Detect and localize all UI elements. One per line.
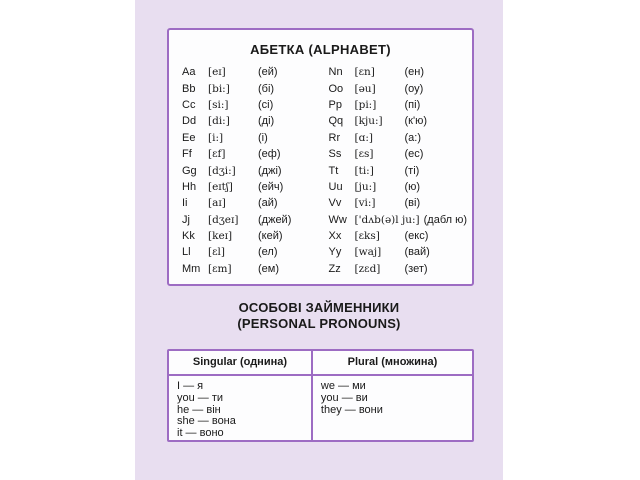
ukrainian-reading: (ді) <box>258 115 275 128</box>
ukrainian-reading: (джі) <box>258 164 282 177</box>
letter: Yy <box>328 246 342 259</box>
pronouns-table-header <box>169 351 472 376</box>
ukrainian-reading: (ес) <box>404 148 424 161</box>
pronoun-entry: you — ви <box>320 391 368 404</box>
ipa-transcription: [pi:] <box>354 98 377 111</box>
ipa-transcription: [əu] <box>354 82 376 95</box>
alphabet-row <box>182 146 321 162</box>
alphabet-columns <box>169 64 472 277</box>
pronoun-entry: she — вона <box>177 415 236 428</box>
pronoun-entry: I — я <box>177 380 204 392</box>
alphabet-row <box>329 179 473 195</box>
letter: Ff <box>182 148 192 161</box>
alphabet-row <box>329 244 473 260</box>
ukrainian-reading: (а:) <box>404 131 421 144</box>
ipa-transcription: [eɪ] <box>208 66 226 79</box>
ukrainian-reading: (ей) <box>258 66 278 79</box>
ipa-transcription: [bi:] <box>208 82 230 95</box>
ipa-transcription: [ɛf] <box>208 148 226 161</box>
ipa-transcription: [dʒeɪ] <box>208 213 239 226</box>
ipa-transcription: [ju:] <box>354 180 377 193</box>
letter: Rr <box>328 131 341 144</box>
letter: Oo <box>328 82 344 95</box>
letter: Qq <box>328 115 344 128</box>
plural-cell <box>313 376 472 440</box>
ipa-transcription: [keɪ] <box>208 230 233 243</box>
alphabet-row <box>182 97 321 113</box>
ipa-transcription: [ɛm] <box>208 262 232 275</box>
alphabet-row <box>329 261 473 277</box>
ukrainian-reading: (оу) <box>404 82 424 95</box>
plural-list <box>313 376 472 416</box>
ukrainian-reading: (і) <box>258 131 268 144</box>
ukrainian-reading: (екс) <box>404 230 429 243</box>
ipa-transcription: [i:] <box>208 131 224 144</box>
ukrainian-reading: (дабл ю) <box>423 213 468 226</box>
pronouns-table <box>167 349 474 442</box>
letter: Aa <box>182 66 196 79</box>
letter: Pp <box>328 98 342 111</box>
alphabet-column-right <box>321 64 473 277</box>
alphabet-row <box>182 162 321 178</box>
pronoun-entry: he — він <box>177 403 221 416</box>
pronoun-entry: we — ми <box>320 380 366 392</box>
ipa-transcription: [ɑ:] <box>354 131 373 144</box>
letter: Gg <box>182 164 197 177</box>
ipa-transcription: [aɪ] <box>208 197 226 210</box>
letter: Cc <box>182 98 196 111</box>
letter: Jj <box>182 213 190 226</box>
letter: Nn <box>328 66 343 79</box>
ipa-transcription: [kju:] <box>354 115 383 128</box>
plural-header: Plural (множина) <box>347 356 438 368</box>
ukrainian-reading: (к'ю) <box>404 115 427 128</box>
alphabet-column-left <box>169 64 321 277</box>
ukrainian-reading: (вай) <box>404 246 430 259</box>
alphabet-row <box>329 113 473 129</box>
alphabet-row <box>329 146 473 162</box>
pronouns-heading <box>135 300 503 331</box>
pronoun-entry: it — воно <box>177 427 224 440</box>
letter: Vv <box>328 197 342 210</box>
pronoun-entry: they — вони <box>320 403 383 416</box>
alphabet-row <box>182 212 321 228</box>
ipa-transcription: [si:] <box>208 98 229 111</box>
singular-cell <box>169 376 313 440</box>
letter: Uu <box>328 180 343 193</box>
alphabet-row <box>329 80 473 96</box>
ukrainian-reading: (еф) <box>258 148 281 161</box>
ukrainian-reading: (ейч) <box>258 180 284 193</box>
ipa-transcription: [ɛl] <box>208 246 225 259</box>
letter: Kk <box>182 230 195 243</box>
ukrainian-reading: (ел) <box>258 246 278 259</box>
ukrainian-reading: (зет) <box>404 262 428 275</box>
alphabet-row <box>329 212 473 228</box>
ipa-transcription: [di:] <box>208 115 230 128</box>
ipa-transcription: [ɛks] <box>354 230 380 243</box>
alphabet-row <box>329 228 473 244</box>
alphabet-row <box>329 195 473 211</box>
ukrainian-reading: (джей) <box>258 213 292 226</box>
alphabet-table <box>167 28 474 286</box>
letter: Zz <box>328 262 341 275</box>
ukrainian-reading: (ен) <box>404 66 425 79</box>
alphabet-row <box>329 64 473 80</box>
ukrainian-reading: (ві) <box>404 197 421 210</box>
ipa-transcription: [vi:] <box>354 197 376 210</box>
letter: Bb <box>182 82 196 95</box>
pronouns-heading-line1: ОСОБОВІ ЗАЙМЕННИКИ <box>238 300 400 315</box>
ukrainian-reading: (бі) <box>258 82 275 95</box>
ukrainian-reading: (сі) <box>258 98 274 111</box>
letter: Ss <box>328 148 342 161</box>
singular-list <box>169 376 311 440</box>
ukrainian-reading: (ай) <box>258 197 278 210</box>
alphabet-row <box>182 113 321 129</box>
ipa-transcription: [waj] <box>354 246 382 259</box>
letter: Xx <box>328 230 342 243</box>
pronouns-table-body <box>169 376 472 440</box>
alphabet-row <box>182 195 321 211</box>
ipa-transcription: [eɪtʃ] <box>208 180 233 193</box>
letter: Tt <box>328 164 339 177</box>
alphabet-row <box>182 130 321 146</box>
ipa-transcription: [ti:] <box>354 164 374 177</box>
alphabet-row <box>182 64 321 80</box>
ipa-transcription: [ɛs] <box>354 148 374 161</box>
letter: Ii <box>182 197 188 210</box>
letter: Hh <box>182 180 197 193</box>
pronoun-entry: you — ти <box>177 391 224 404</box>
singular-header: Singular (однина) <box>169 351 313 374</box>
pronouns-heading-line2: (PERSONAL PRONOUNS) <box>237 315 401 331</box>
ipa-transcription: [dʒi:] <box>208 164 236 177</box>
study-card <box>135 0 503 480</box>
ukrainian-reading: (кей) <box>258 230 283 243</box>
letter: Ww <box>328 213 347 226</box>
ipa-transcription: ['dʌb(ə)l ju:] <box>354 213 420 226</box>
ukrainian-reading: (ем) <box>258 262 280 275</box>
ukrainian-reading: (пі) <box>404 98 421 111</box>
letter: Dd <box>182 115 197 128</box>
alphabet-row <box>182 228 321 244</box>
alphabet-row <box>329 130 473 146</box>
ipa-transcription: [ɛn] <box>354 66 375 79</box>
alphabet-row <box>182 244 321 260</box>
alphabet-row <box>329 97 473 113</box>
alphabet-row <box>182 179 321 195</box>
ukrainian-reading: (ті) <box>404 164 420 177</box>
letter: Ll <box>182 246 191 259</box>
alphabet-row <box>182 80 321 96</box>
ipa-transcription: [zɛd] <box>354 262 381 275</box>
alphabet-row <box>329 162 473 178</box>
letter: Ee <box>182 131 196 144</box>
letter: Mm <box>182 262 201 275</box>
alphabet-row <box>182 261 321 277</box>
ukrainian-reading: (ю) <box>404 180 421 193</box>
alphabet-title: АБЕТКА (ALPHABET) <box>250 42 391 57</box>
